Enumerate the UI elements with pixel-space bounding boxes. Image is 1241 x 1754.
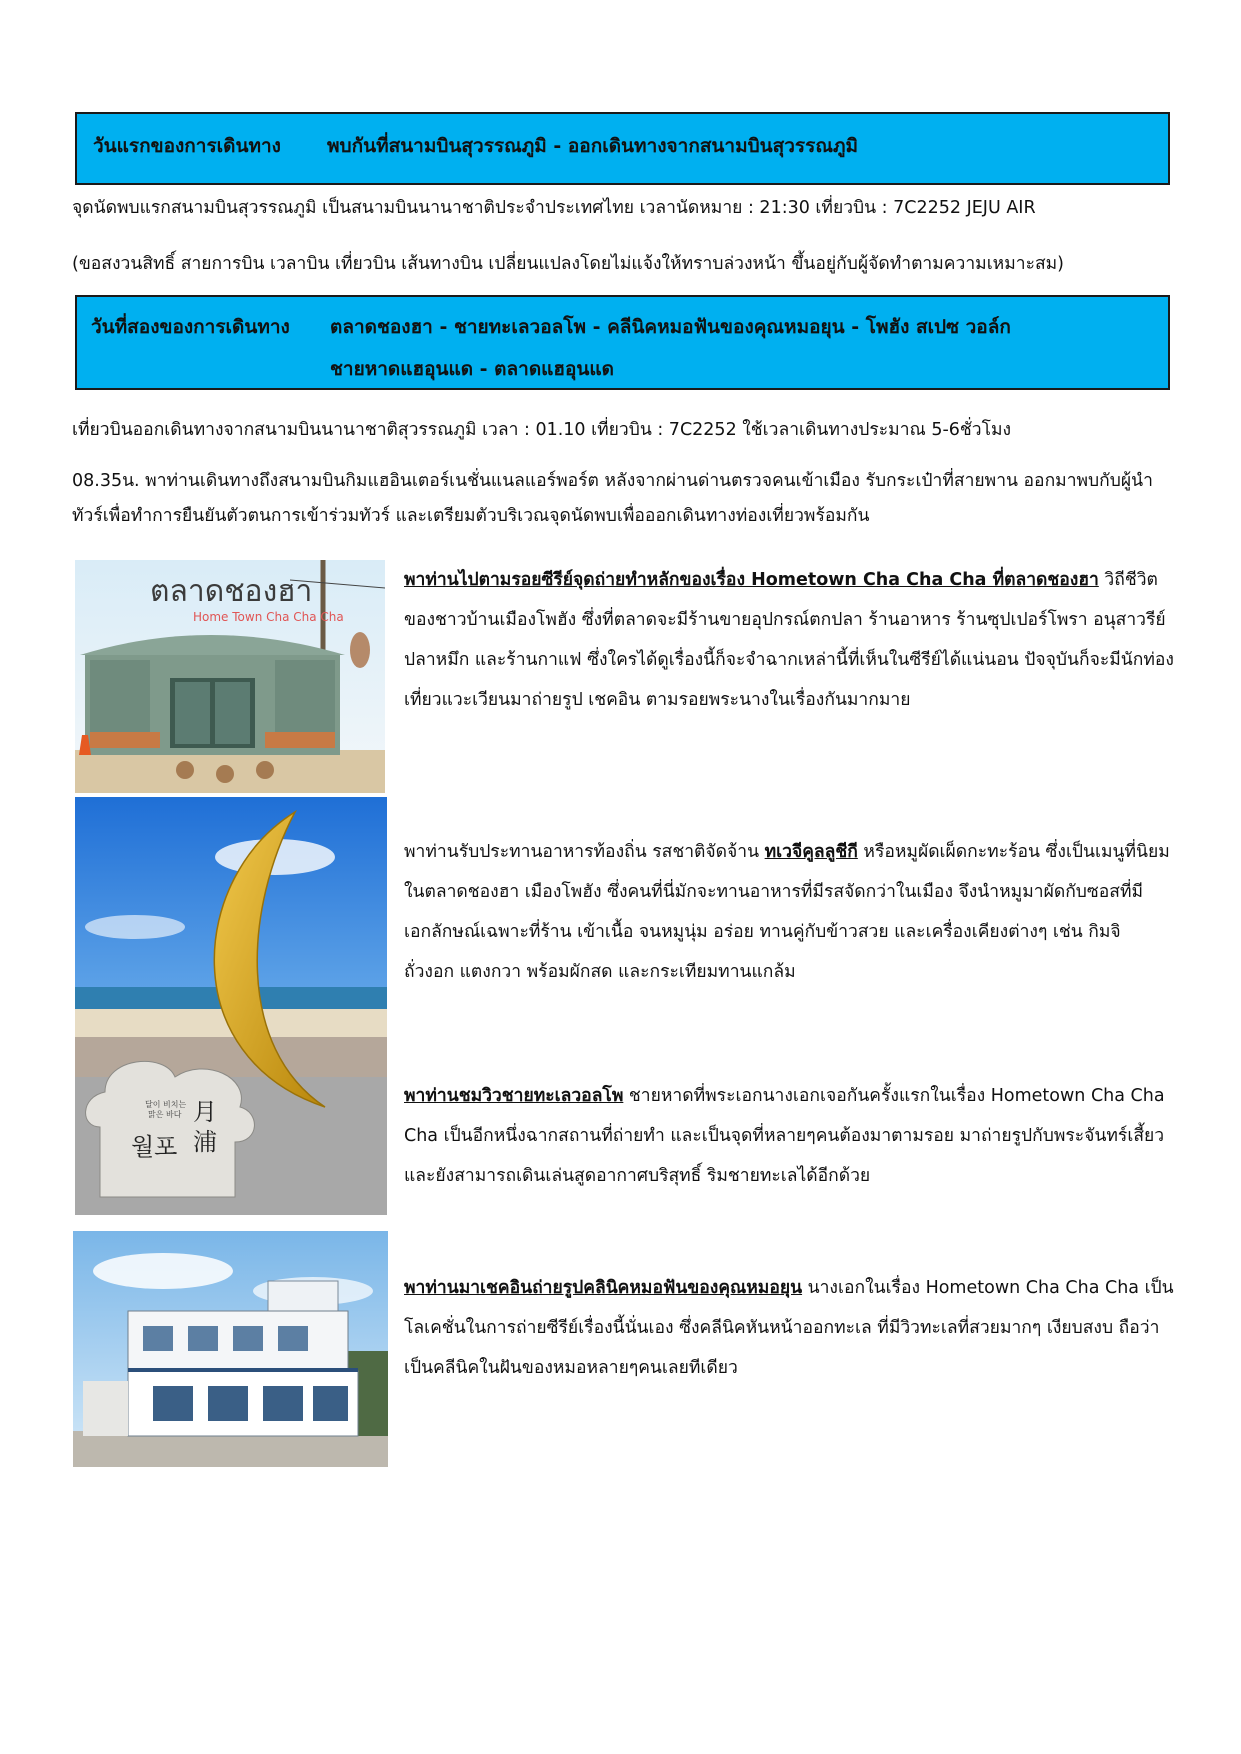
day2-title-line1: ตลาดชองฮา - ชายทะเลวอลโพ - คลีนิคหมอฟันของคุณหมอยุน - โพฮัง สเปซ วอล์ก	[330, 316, 1011, 338]
dental-clinic-photo	[73, 1231, 388, 1467]
market-sign-title: ตลาดชองฮา	[150, 574, 313, 609]
clinic-building-illustration	[73, 1231, 388, 1467]
section-food-intro: พาท่านรับประทานอาหารท้องถิ่น รสชาติจัดจ้าน	[404, 842, 765, 862]
day2-title-line2: ชายหาดแฮอุนแด - ตลาดแฮอุนแด	[330, 358, 614, 380]
section-market-text	[404, 560, 1174, 720]
section-wolpo-body: ชายหาดที่พระเอกนางเอกเจอกันครั้งแรกในเรื่อง Hometown Cha Cha Cha เป็นอีกหนึ่งฉากสถานที่ถ่ายทำ และเป็นจุดที่หลายๆคนต้องมาตามรอย มาถ่ายรูปกับพระจันทร์เสี้ยว และยังสามารถเดินเล่นสูดอากาศบริสุทธิ์ ริมชายทะเลได้อีกด้วย	[404, 1086, 1165, 1186]
day1-disclaimer: (ขอสงวนสิทธิ์ สายการบิน เวลาบิน เที่ยวบิน เส้นทางบิน เปลี่ยนแปลงโดยไม่แจ้งให้ทราบล่วงหน้า ขึ้นอยู่กับผู้จัดทำตามความเหมาะสม)	[72, 254, 1065, 274]
section-food-text	[404, 832, 1174, 992]
day2-header-box	[75, 295, 1170, 390]
section-market-body: วิถีชีวิตของชาวบ้านเมืองโพฮัง ซึ่งที่ตลาดจะมีร้านขายอุปกรณ์ตกปลา ร้านอาหาร ร้านซุปเปอร์โพรา อนุสาวรีย์ปลาหมึก และร้านกาแฟ ซึ่งใครได้ดูเรื่องนี้ก็จะจำฉากเหล่านี้ที่เห็นในซีรีย์ได้แน่นอน ปัจจุบันก็จะมีนักท่องเที่ยวแวะเวียนมาถ่ายรูป เชคอิน ตามรอยพระนางในเรื่องกันมากมาย	[404, 570, 1174, 710]
day1-title: พบกันที่สนามบินสุวรรณภูมิ - ออกเดินทางจากสนามบินสุวรรณภูมิ	[327, 135, 858, 157]
day2-flight-text: เที่ยวบินออกเดินทางจากสนามบินนานาชาติสุวรรณภูมิ เวลา : 01.10 เที่ยวบิน : 7C2252 ใช้เวลาเดินทางประมาณ 5-6ชั่วโมง	[72, 420, 1012, 440]
section-wolpo-text	[404, 1076, 1174, 1196]
section-clinic-highlight: พาท่านมาเชคอินถ่ายรูปคลินิคหมอฟันของคุณหมอยุน	[404, 1278, 803, 1298]
stone-hanja-name: 月浦	[193, 1098, 217, 1156]
day1-label: วันแรกของการเดินทาง	[93, 135, 281, 157]
section-wolpo-highlight: พาท่านชมวิวชายทะเลวอลโพ	[404, 1086, 624, 1106]
day1-header-box	[75, 112, 1170, 185]
cheongha-market-photo	[75, 560, 385, 793]
day2-label: วันที่สองของการเดินทาง	[91, 316, 290, 338]
stone-line2: 맑은 바다	[148, 1110, 182, 1119]
stone-line1: 달이 비치는	[145, 1100, 187, 1109]
day2-arrival-text: 08.35น. พาท่านเดินทางถึงสนามบินกิมแฮอินเตอร์เนชั่นแนลแอร์พอร์ต หลังจากผ่านด่านตรวจคนเข้าเมือง รับกระเป๋าที่สายพาน ออกมาพบกับผู้นำทัวร์เพื่อทำการยืนยันตัวตนการเข้าร่วมทัวร์ และเตรียมตัวบริเวณจุดนัดพบเพื่อออกเดินทางท่องเที่ยวพร้อมกัน	[72, 471, 1153, 526]
section-market-highlight: พาท่านไปตามรอยซีรีย์จุดถ่ายทำหลักของเรื่อง Hometown Cha Cha Cha ที่ตลาดชองฮา	[404, 570, 1099, 590]
section-clinic-text	[404, 1268, 1174, 1388]
section-clinic-body: นางเอกในเรื่อง Hometown Cha Cha Cha เป็นโลเคชั่นในการถ่ายซีรีย์เรื่องนี้นั่นเอง ซึ่งคลีนิคหันหน้าออกทะเล ที่มีวิวทะเลที่สวยมากๆ เงียบสงบ ถือว่าเป็นคลีนิคในฝันของหมอหลายๆคนเลยทีเดียว	[404, 1278, 1174, 1378]
wolpo-moon-photo	[75, 797, 387, 1215]
moon-sculpture-illustration	[75, 797, 387, 1215]
day1-meeting-text: จุดนัดพบแรกสนามบินสุวรรณภูมิ เป็นสนามบินนานาชาติประจำประเทศไทย เวลานัดหมาย : 21:30 เที่ยวบิน : 7C2252 JEJU AIR	[72, 198, 1036, 218]
section-food-body: หรือหมูผัดเผ็ดกะทะร้อน ซึ่งเป็นเมนูที่นิยมในตลาดชองฮา เมืองโพฮัง ซึ่งคนที่นี่มักจะทานอาหารที่มีรสจัดกว่าในเมือง จึงนำหมูมาผัดกับซอสที่มีเอกลักษณ์เฉพาะที่ร้าน เข้าเนื้อ จนหมูนุ่ม อร่อย ทานคู่กับข้าวสวย และเครื่องเคียงต่างๆ เช่น กิมจิ ถั่วงอก แตงกวา พร้อมผักสด และกระเทียมทานแกล้ม	[404, 842, 1170, 982]
section-food-highlight: ทเวจีคูลลูชีกี	[764, 842, 858, 862]
market-sign-subtitle: Home Town Cha Cha Cha	[193, 610, 344, 624]
stone-korean-name: 월포	[131, 1133, 178, 1161]
